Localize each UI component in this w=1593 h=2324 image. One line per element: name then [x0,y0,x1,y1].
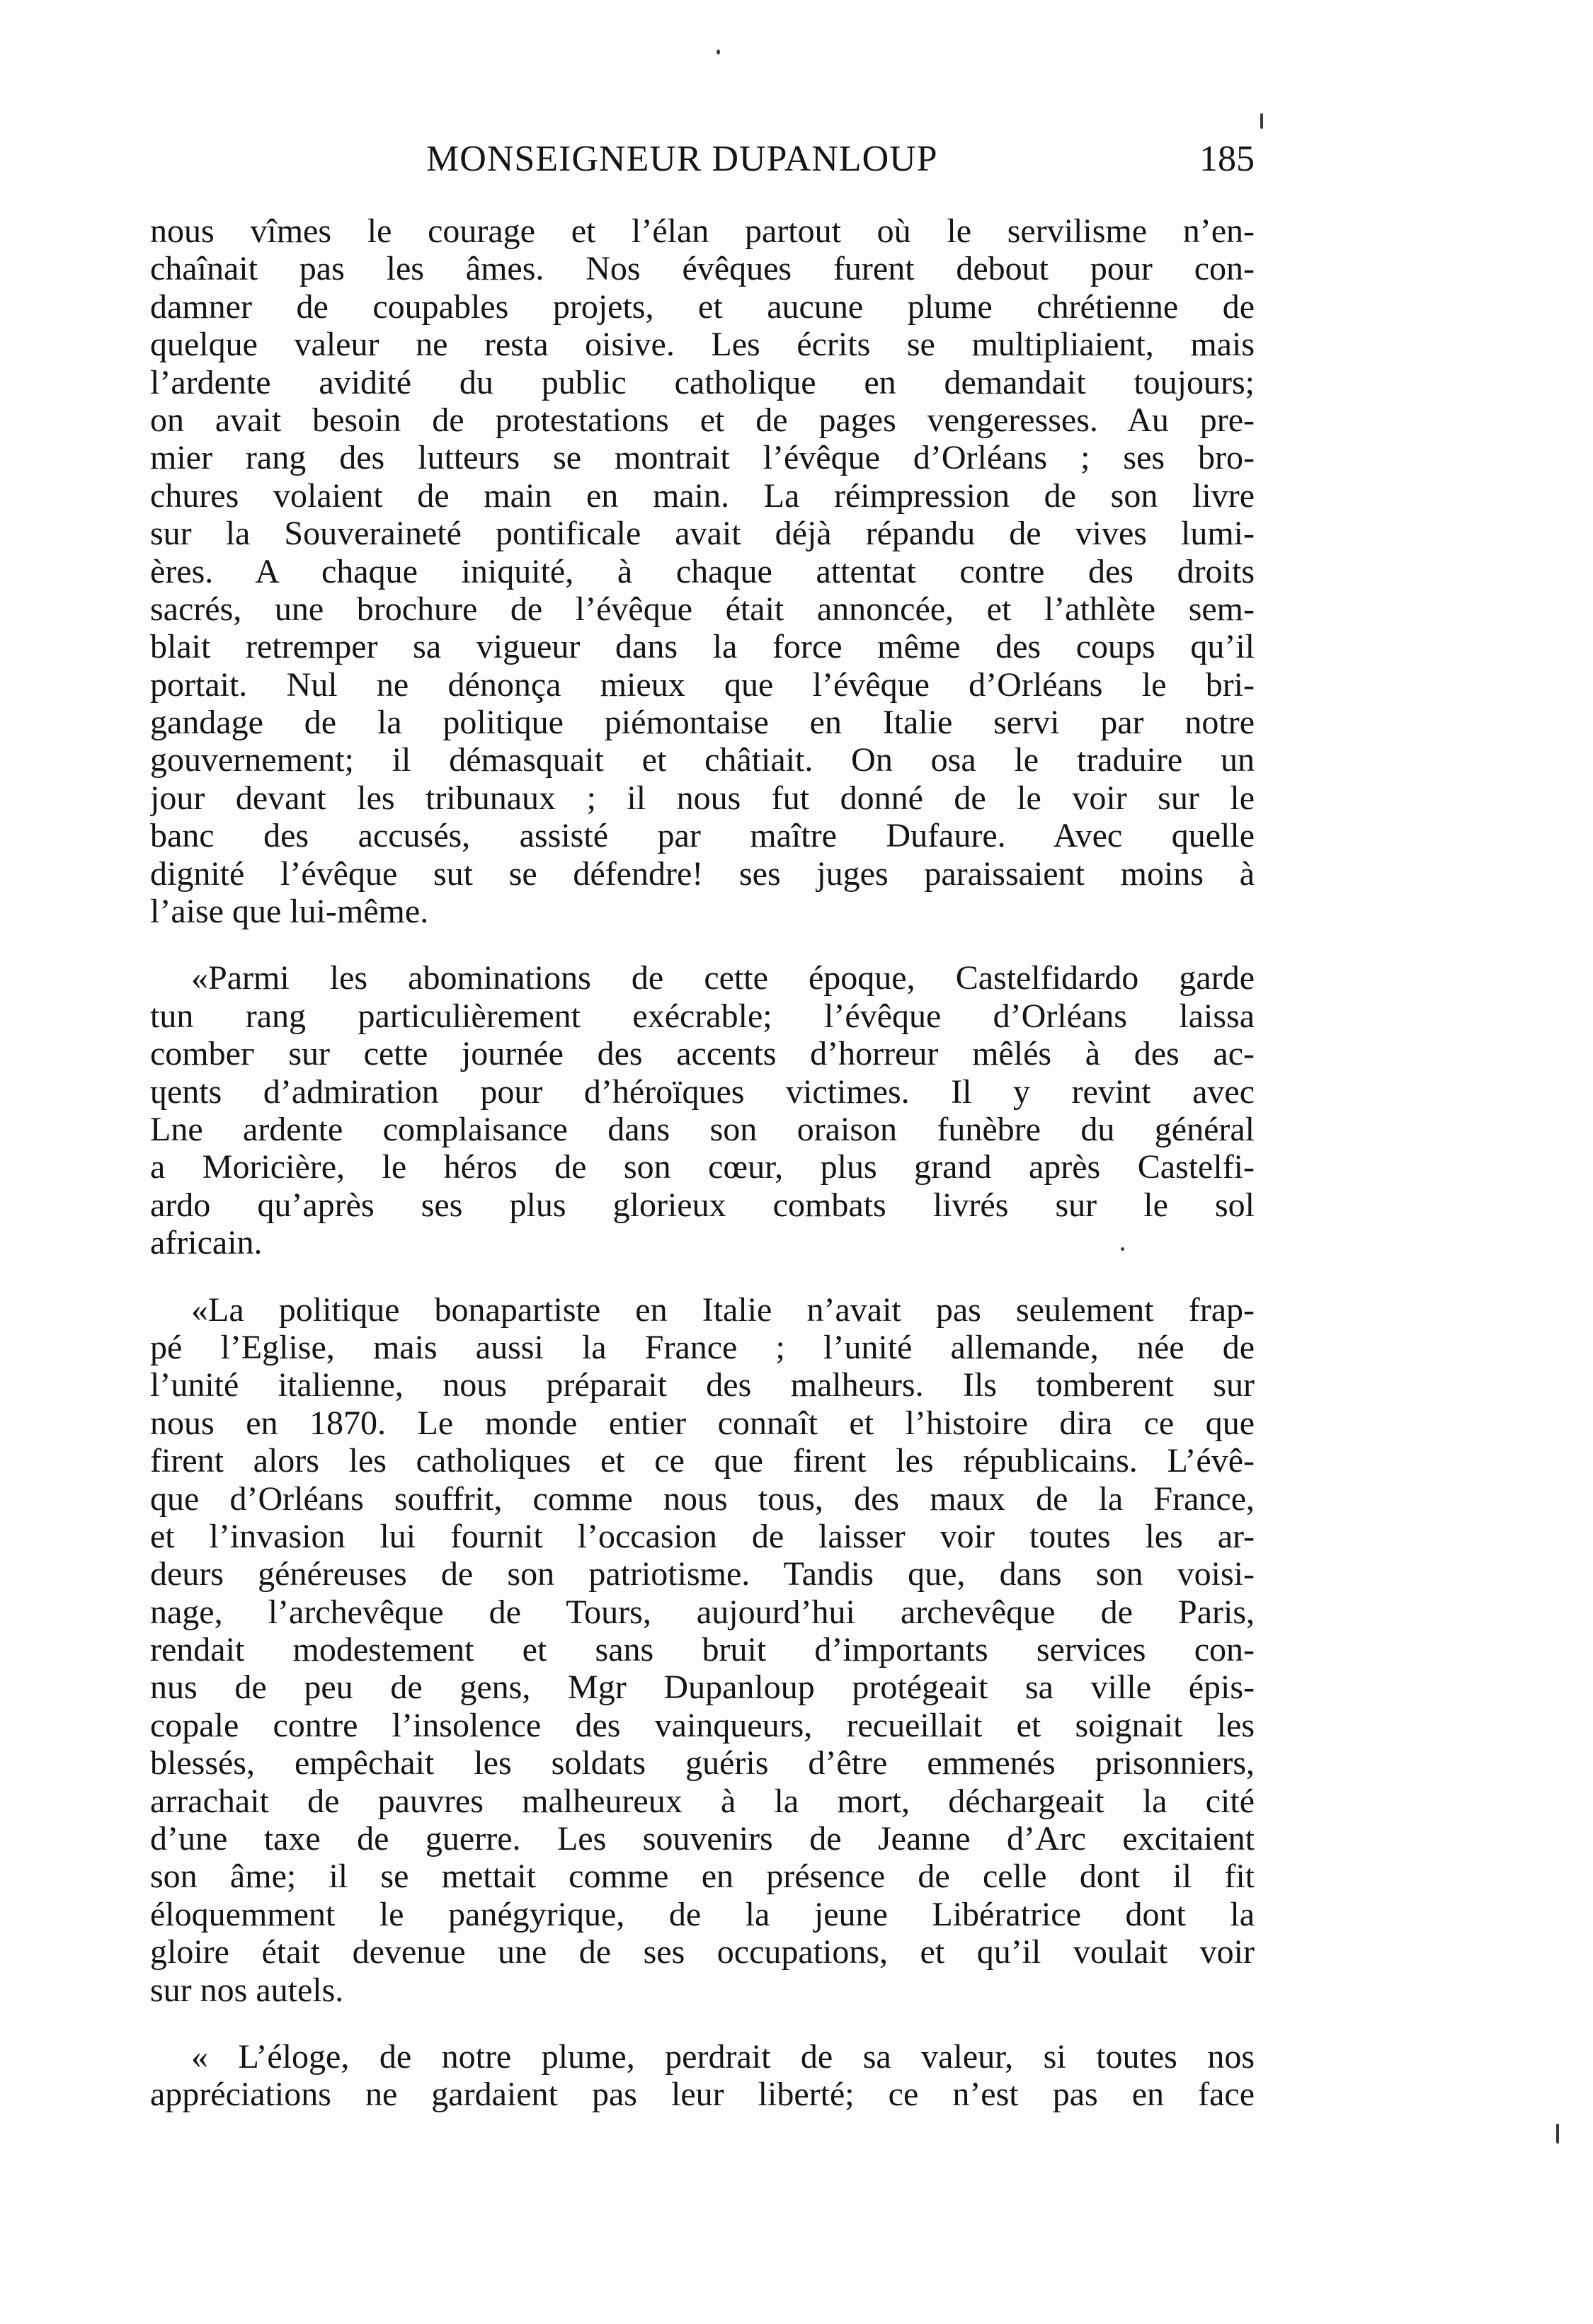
text-line: ɥents d’admiration pour d’héroïques victimes. Il y revint avec [150,1072,1255,1111]
text-line: combeг sur cette journée des accents d’horreur mêlés à des ac- [150,1035,1255,1073]
text-line: banc des accusés, assisté par maître Dufaure. Avec quelle [150,817,1255,855]
text-line: a Moricière, le héros de son cœur, plus grand après Castelfi- [150,1148,1255,1186]
text-line: sacrés, une brochure de l’évêque était annoncée, et l’athlète sem- [150,590,1255,628]
text-line: nous en 1870. Le monde entier connaît et l’histoire dira ce que [150,1404,1255,1442]
text-line: nage, l’archevêque de Tours, aujourd’hui archevêque de Paris, [150,1593,1255,1631]
text-line: l’unité italienne, nous préparait des malheurs. Ils tomberent sur [150,1366,1255,1404]
paragraph-2 [150,959,1255,1261]
paragraph-4 [150,2038,1255,2114]
text-line: deurs généreuses de son patriotisme. Tandis que, dans son voisi- [150,1555,1255,1593]
text-line: gouvernement; il démasquait et châtiait. On osa le traduire un [150,741,1255,779]
text-line: nous vîmes le courage et l’élan partout où le servilisme n’en- [150,212,1255,250]
paragraph-1 [150,212,1255,930]
scan-speck [1260,113,1263,129]
page-body [150,212,1255,2114]
running-title: MONSEIGNEUR DUPANLOUP [426,139,938,179]
text-line: jour devant les tribunaux ; il nous fut donné de le voir sur le [150,779,1255,817]
text-line: on avait besoin de protestations et de pages vengeresses. Au pre- [150,401,1255,439]
text-line: « L’éloge, de notre plume, perdrait de sa valeur, si toutes nos [191,2037,1255,2076]
text-line: ardo qu’après ses plus glorieux combats livrés sur le sol [150,1186,1255,1224]
text-line: rendait modestement et sans bruit d’importants services con- [150,1631,1255,1669]
text-line: portait. Nul ne dénonça mieux que l’évêque d’Orléans le bri- [150,665,1255,704]
text-line: son âme; il se mettait comme en présence de celle dont il fit [150,1858,1255,1896]
scan-speck [1556,2124,1559,2143]
text-line: dignité l’évêque sut se défendre! ses juges paraissaient moins à [150,854,1255,893]
scan-speck [1121,1247,1124,1251]
text-line: gloire était devenue une de ses occupations, et qu’il voulait voir [150,1933,1255,1971]
text-line: mier rang des lutteurs se montrait l’évêque d’Orléans ; ses bro- [150,439,1255,477]
text-line: blait retremper sa vigueur dans la force même des coups qu’il [150,628,1255,666]
text-line: Lne ardente complaisance dans son oraison funèbre du général [150,1110,1255,1148]
text-line: d’une taxe de guerre. Les souvenirs de Jeanne d’Arc excitaient [150,1820,1255,1858]
text-line: chaînait pas les âmes. Nos évêques furent debout pour con- [150,250,1255,288]
text-line: chures volaient de main en main. La réimpression de son livre [150,476,1255,515]
text-line: l’ardente avidité du public catholique en demandait toujours; [150,363,1255,401]
text-line: et l’invasion lui fournit l’occasion de laisser voir toutes les ar- [150,1517,1255,1555]
text-line: ères. A chaque iniquité, à chaque attentat contre des droits [150,552,1255,590]
text-line: copale contre l’insolence des vainqueurs, recueillait et soignait les [150,1706,1255,1744]
text-line: gandage de la politique piémontaise en Italie servi par notre [150,704,1255,742]
text-line: appréciations ne gardaient pas leur liberté; ce n’est pas en face [150,2076,1255,2114]
scan-speck [716,50,720,55]
text-line: nus de peu de gens, Mgr Dupanloup protégeait sa ville épis- [150,1668,1255,1707]
text-line: sur nos autels. [150,1971,344,2009]
text-line: sur la Souveraineté pontificale avait déjà répandu de vives lumi- [150,515,1255,553]
text-line: damner de coupables projets, et aucune plume chrétienne de [150,287,1255,326]
page-header [150,134,1255,184]
text-line: tun rang particulièrement exécrable; l’évêque d’Orléans laissa [150,997,1255,1035]
paragraph-3 [150,1291,1255,2009]
text-line: «La politique bonapartiste en Italie n’avait pas seulement frap- [191,1290,1255,1329]
text-line: quelque valeur ne resta oisive. Les écrits se multipliaient, mais [150,326,1255,364]
text-line: arrachait de pauvres malheureux à la mort, déchargeait la cité [150,1782,1255,1820]
text-line: firent alors les catholiques et ce que firent les républicains. L’évê- [150,1442,1255,1480]
text-line: l’aise que lui-même. [150,893,429,931]
text-line: éloquemment le panégyrique, de la jeune Libératrice dont la [150,1895,1255,1933]
page-number: 185 [1199,139,1255,179]
text-line: que d’Orléans souffrit, comme nous tous, des maux de la France, [150,1479,1255,1518]
text-line: «Parmi les abominations de cette époque, Castelfidardo garde [191,959,1255,997]
text-line: africain. [150,1224,263,1262]
text-line: blessés, empêchait les soldats guéris d’être emmenés prisonniers, [150,1744,1255,1782]
text-line: pé l’Eglise, mais aussi la France ; l’unité allemande, née de [150,1328,1255,1366]
